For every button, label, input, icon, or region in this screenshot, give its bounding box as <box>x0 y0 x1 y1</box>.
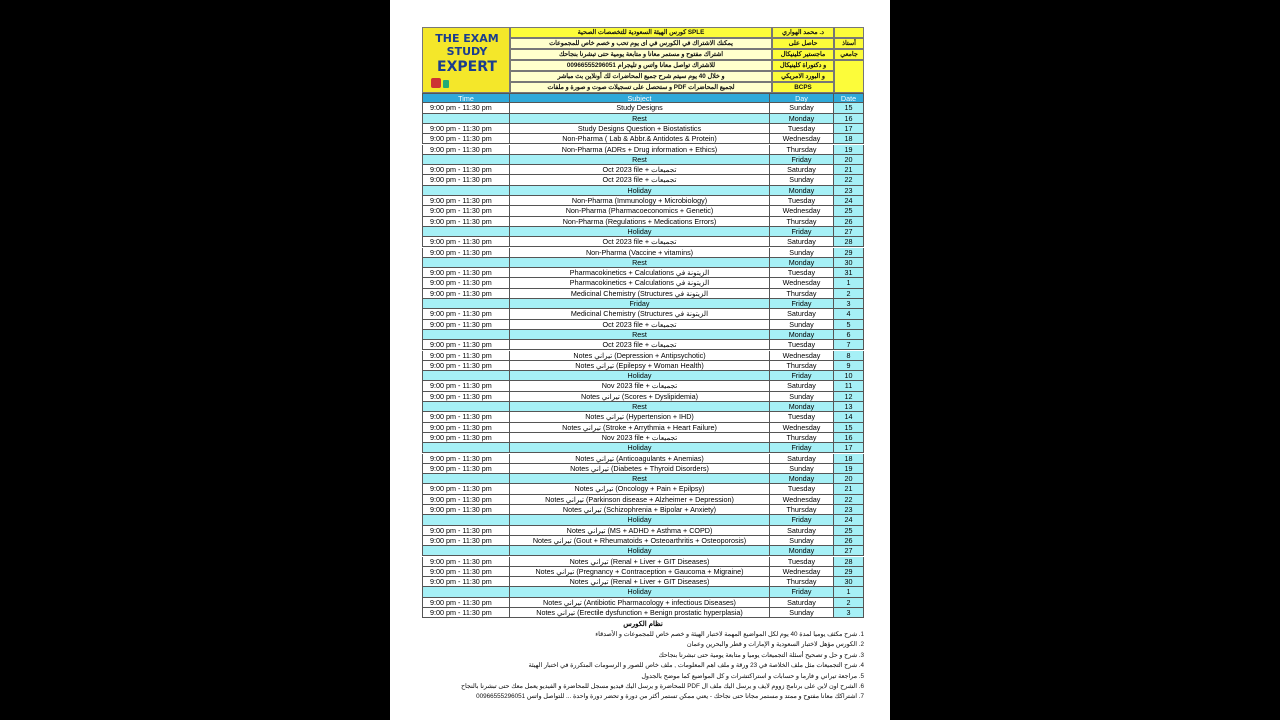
note-line: 7. اشتراكك معانا مفتوح و ممتد و مستمر مجانا حتى نجاحك - يعني ممكن تستمر أكثر من دورة و تحضر دورة واحدة ... للتواصل واتس 00966555296051 <box>476 693 864 701</box>
day-cell: Thursday <box>770 505 834 515</box>
day-cell: Friday <box>770 227 834 237</box>
time-cell: 9:00 pm - 11:30 pm <box>422 124 510 134</box>
course-title: كورس الهيئة السعودية للتخصصات الصحية SPLE <box>510 27 772 38</box>
date-cell: 25 <box>834 526 864 536</box>
date-cell: 26 <box>834 217 864 227</box>
subject-cell: Notes تيراني (Renal + Liver + GIT Diseases) <box>510 577 770 587</box>
day-cell: Wednesday <box>770 278 834 288</box>
subject-cell: Non-Pharma ( Lab & Abbr.& Antidotes & Protein) <box>510 134 770 144</box>
day-cell: Friday <box>770 515 834 525</box>
time-cell <box>422 371 510 381</box>
time-cell <box>422 299 510 309</box>
date-cell: 26 <box>834 536 864 546</box>
day-cell: Wednesday <box>770 351 834 361</box>
subject-cell: Oct 2023 file + تجميعات <box>510 340 770 350</box>
note-line: 4. شرح التجميعات مثل ملف الخلاصة في 23 ورقة و ملف اهم المعلومات , ملف خاص للصور و الرسومات المتكررة في اختبار الهيئة <box>528 662 864 670</box>
table-row <box>422 289 864 299</box>
subject-cell: Non-Pharma (Regulations + Medications Errors) <box>510 217 770 227</box>
day-cell: Saturday <box>770 237 834 247</box>
date-cell: 1 <box>834 587 864 597</box>
day-cell: Thursday <box>770 217 834 227</box>
schedule-document <box>390 0 890 720</box>
instructor-role-1: أستاذ <box>834 38 864 49</box>
subject-cell: Notes تيراني (Schizophrenia + Bipolar + Anxiety) <box>510 505 770 515</box>
time-cell: 9:00 pm - 11:30 pm <box>422 381 510 391</box>
date-cell: 15 <box>834 103 864 113</box>
subject-cell: Oct 2023 file + تجميعات <box>510 165 770 175</box>
day-cell: Wednesday <box>770 495 834 505</box>
date-cell: 31 <box>834 268 864 278</box>
table-row <box>422 134 864 144</box>
subject-cell: Rest <box>510 402 770 412</box>
subject-cell: Notes تيراني (Diabetes + Thyroid Disorders) <box>510 464 770 474</box>
instructor-name: د. محمد الهواري <box>772 27 834 38</box>
day-cell: Saturday <box>770 165 834 175</box>
table-row <box>422 278 864 288</box>
subject-cell: Notes تيراني (Erectile dysfunction + Benign prostatic hyperplasia) <box>510 608 770 618</box>
table-row <box>422 423 864 433</box>
table-row <box>422 351 864 361</box>
date-cell: 27 <box>834 546 864 556</box>
table-row <box>422 340 864 350</box>
time-cell: 9:00 pm - 11:30 pm <box>422 484 510 494</box>
table-row <box>422 114 864 124</box>
day-cell: Saturday <box>770 381 834 391</box>
time-cell: 9:00 pm - 11:30 pm <box>422 598 510 608</box>
subject-cell: Medicinal Chemistry (Structures الزيتونة في <box>510 309 770 319</box>
table-row <box>422 268 864 278</box>
table-row <box>422 536 864 546</box>
time-cell: 9:00 pm - 11:30 pm <box>422 165 510 175</box>
time-cell <box>422 515 510 525</box>
logo-line-3: EXPERT <box>437 59 497 75</box>
time-cell: 9:00 pm - 11:30 pm <box>422 237 510 247</box>
course-system-notes <box>422 620 864 703</box>
day-cell: Sunday <box>770 320 834 330</box>
day-cell: Friday <box>770 371 834 381</box>
day-cell: Tuesday <box>770 412 834 422</box>
table-row <box>422 165 864 175</box>
day-cell: Sunday <box>770 608 834 618</box>
time-cell <box>422 186 510 196</box>
table-row <box>422 557 864 567</box>
time-cell: 9:00 pm - 11:30 pm <box>422 206 510 216</box>
time-cell: 9:00 pm - 11:30 pm <box>422 557 510 567</box>
table-row <box>422 412 864 422</box>
logo-line-2: STUDY <box>446 45 488 58</box>
subject-cell: Rest <box>510 330 770 340</box>
table-row <box>422 186 864 196</box>
day-cell: Thursday <box>770 577 834 587</box>
date-cell: 30 <box>834 577 864 587</box>
time-cell: 9:00 pm - 11:30 pm <box>422 289 510 299</box>
table-row <box>422 454 864 464</box>
time-cell <box>422 155 510 165</box>
subject-cell: Holiday <box>510 371 770 381</box>
day-cell: Wednesday <box>770 134 834 144</box>
day-cell: Tuesday <box>770 484 834 494</box>
date-cell: 17 <box>834 124 864 134</box>
day-cell: Friday <box>770 155 834 165</box>
date-cell: 21 <box>834 165 864 175</box>
time-cell <box>422 330 510 340</box>
info-line-2: اشتراك مفتوح و مستمر معانا و متابعة يومية حتى تبشرنا بنجاحك <box>510 49 772 60</box>
table-header-row <box>422 93 864 103</box>
day-cell: Sunday <box>770 175 834 185</box>
subject-cell: Notes تيراني (Renal + Liver + GIT Diseases) <box>510 557 770 567</box>
date-cell: 8 <box>834 351 864 361</box>
time-cell: 9:00 pm - 11:30 pm <box>422 505 510 515</box>
day-cell: Sunday <box>770 464 834 474</box>
table-row <box>422 567 864 577</box>
subject-cell: Holiday <box>510 515 770 525</box>
date-cell: 20 <box>834 474 864 484</box>
day-cell: Thursday <box>770 289 834 299</box>
time-cell <box>422 402 510 412</box>
table-row <box>422 330 864 340</box>
date-cell: 1 <box>834 278 864 288</box>
table-row <box>422 309 864 319</box>
date-cell: 23 <box>834 186 864 196</box>
time-cell: 9:00 pm - 11:30 pm <box>422 361 510 371</box>
subject-cell: Non-Pharma (ADRs + Drug information + Ethics) <box>510 145 770 155</box>
day-cell: Tuesday <box>770 557 834 567</box>
header-filler-cell <box>834 60 864 93</box>
day-cell: Tuesday <box>770 124 834 134</box>
day-cell: Tuesday <box>770 196 834 206</box>
subject-cell: Notes تيراني (Hypertension + IHD) <box>510 412 770 422</box>
subject-cell: Holiday <box>510 546 770 556</box>
time-cell <box>422 546 510 556</box>
day-cell: Friday <box>770 443 834 453</box>
subject-cell: Notes تيراني (Antibiotic Pharmacology + infectious Diseases) <box>510 598 770 608</box>
time-cell: 9:00 pm - 11:30 pm <box>422 454 510 464</box>
date-cell: 14 <box>834 412 864 422</box>
time-cell: 9:00 pm - 11:30 pm <box>422 268 510 278</box>
subject-cell: Medicinal Chemistry (Structures الزيتونة في <box>510 289 770 299</box>
subject-cell: Notes تيراني (Stroke + Arrythmia + Heart Failure) <box>510 423 770 433</box>
table-row <box>422 495 864 505</box>
subject-cell: Study Designs Question + Biostatistics <box>510 124 770 134</box>
time-cell <box>422 474 510 484</box>
exam-study-expert-logo <box>422 27 510 93</box>
date-cell: 2 <box>834 598 864 608</box>
table-row <box>422 175 864 185</box>
day-cell: Monday <box>770 114 834 124</box>
date-cell: 5 <box>834 320 864 330</box>
table-row <box>422 371 864 381</box>
subject-cell: Oct 2023 file + تجميعات <box>510 237 770 247</box>
time-cell: 9:00 pm - 11:30 pm <box>422 536 510 546</box>
subject-cell: Holiday <box>510 587 770 597</box>
date-cell: 15 <box>834 423 864 433</box>
header-empty-cell <box>834 27 864 38</box>
day-cell: Monday <box>770 330 834 340</box>
day-cell: Sunday <box>770 392 834 402</box>
date-cell: 17 <box>834 443 864 453</box>
time-cell: 9:00 pm - 11:30 pm <box>422 567 510 577</box>
subject-cell: Nov 2023 file + تجميعات <box>510 381 770 391</box>
time-cell: 9:00 pm - 11:30 pm <box>422 248 510 258</box>
subject-cell: Notes تيراني (Oncology + Pain + Epilpsy) <box>510 484 770 494</box>
date-cell: 29 <box>834 248 864 258</box>
time-cell: 9:00 pm - 11:30 pm <box>422 495 510 505</box>
date-cell: 22 <box>834 495 864 505</box>
table-row <box>422 145 864 155</box>
subject-cell: Notes تيراني (Anticoagulants + Anemias) <box>510 454 770 464</box>
table-row <box>422 598 864 608</box>
table-row <box>422 464 864 474</box>
time-cell: 9:00 pm - 11:30 pm <box>422 351 510 361</box>
date-cell: 21 <box>834 484 864 494</box>
day-cell: Friday <box>770 587 834 597</box>
day-cell: Saturday <box>770 454 834 464</box>
date-cell: 16 <box>834 114 864 124</box>
day-cell: Saturday <box>770 526 834 536</box>
subject-cell: Holiday <box>510 227 770 237</box>
note-line: 6. الشرح اون لاين على برنامج زووم لايف و يرسل اليك ملف ال PDF للمحاضرة و يرسل اليك فيديو مسجل للمحاضرة و الفيديو يعمل معك حتى تبشرنا بالنجاح <box>460 682 864 690</box>
time-cell: 9:00 pm - 11:30 pm <box>422 608 510 618</box>
time-cell: 9:00 pm - 11:30 pm <box>422 423 510 433</box>
info-line-5: و ستحصل على تسجيلات صوت و صورة و ملفات PDF لجميع المحاضرات <box>510 82 772 93</box>
subject-cell: Rest <box>510 258 770 268</box>
date-cell: 27 <box>834 227 864 237</box>
table-row <box>422 587 864 597</box>
date-cell: 22 <box>834 175 864 185</box>
table-row <box>422 206 864 216</box>
day-cell: Monday <box>770 546 834 556</box>
subject-cell: Rest <box>510 114 770 124</box>
time-cell <box>422 114 510 124</box>
date-cell: 3 <box>834 299 864 309</box>
table-row <box>422 484 864 494</box>
note-line: 3. شرح و حل و تصحيح أسئلة التجميعات يوميا و متابعة يومية حتى تبشرنا بنجاحك <box>658 651 864 659</box>
subject-cell: Pharmacokinetics + Calculations الزيتونة في <box>510 268 770 278</box>
subject-cell: Notes تيراني (Pregnancy + Contraception + Gaucoma + Migraine) <box>510 567 770 577</box>
note-line: 1. شرح مكثف يوميا لمدة 40 يوم لكل المواضيع المهمة لاختبار الهيئة و خصم خاص للمجموعات و الأصدقاء <box>595 631 864 638</box>
table-row <box>422 258 864 268</box>
day-cell: Sunday <box>770 103 834 113</box>
subject-cell: Notes تيراني (Epilepsy + Woman Health) <box>510 361 770 371</box>
date-cell: 20 <box>834 155 864 165</box>
notes-title: نظام الكورس <box>623 621 663 628</box>
day-cell: Wednesday <box>770 206 834 216</box>
time-cell: 9:00 pm - 11:30 pm <box>422 577 510 587</box>
subject-cell: Non-Pharma (Pharmacoeconomics + Genetic) <box>510 206 770 216</box>
date-cell: 11 <box>834 381 864 391</box>
time-cell <box>422 587 510 597</box>
date-cell: 10 <box>834 371 864 381</box>
credential-4: و البورد الامريكي <box>772 71 834 82</box>
day-cell: Friday <box>770 299 834 309</box>
day-cell: Wednesday <box>770 567 834 577</box>
day-header: Day <box>770 93 834 103</box>
table-row <box>422 433 864 443</box>
time-cell: 9:00 pm - 11:30 pm <box>422 278 510 288</box>
table-row <box>422 577 864 587</box>
time-cell <box>422 443 510 453</box>
subject-cell: Notes تيراني (MS + ADHD + Asthma + COPD) <box>510 526 770 536</box>
subject-cell: Notes تيراني (Parkinson disease + Alzheimer + Depression) <box>510 495 770 505</box>
date-cell: 13 <box>834 402 864 412</box>
day-cell: Thursday <box>770 433 834 443</box>
time-cell <box>422 227 510 237</box>
date-cell: 23 <box>834 505 864 515</box>
date-cell: 19 <box>834 145 864 155</box>
time-cell: 9:00 pm - 11:30 pm <box>422 145 510 155</box>
time-header: Time <box>422 93 510 103</box>
time-cell: 9:00 pm - 11:30 pm <box>422 464 510 474</box>
day-cell: Tuesday <box>770 268 834 278</box>
time-cell: 9:00 pm - 11:30 pm <box>422 175 510 185</box>
time-cell: 9:00 pm - 11:30 pm <box>422 526 510 536</box>
date-cell: 30 <box>834 258 864 268</box>
day-cell: Monday <box>770 186 834 196</box>
time-cell: 9:00 pm - 11:30 pm <box>422 433 510 443</box>
date-cell: 29 <box>834 567 864 577</box>
info-line-4: و خلال 40 يوم سيتم شرح جميع المحاضرات لك أونلاين بث مباشر <box>510 71 772 82</box>
table-row <box>422 227 864 237</box>
time-cell: 9:00 pm - 11:30 pm <box>422 340 510 350</box>
table-row <box>422 474 864 484</box>
subject-cell: Non-Pharma (Immunology + Microbiology) <box>510 196 770 206</box>
subject-cell: Nov 2023 file + تجميعات <box>510 433 770 443</box>
day-cell: Saturday <box>770 309 834 319</box>
subject-cell: Notes تيراني (Gout + Rheumatoids + Osteoarthritis + Osteoporosis) <box>510 536 770 546</box>
info-line-1: يمكنك الاشتراك في الكورس في اى يوم تحب و خصم خاص للمجموعات <box>510 38 772 49</box>
table-row <box>422 196 864 206</box>
date-cell: 4 <box>834 309 864 319</box>
time-cell: 9:00 pm - 11:30 pm <box>422 320 510 330</box>
subject-cell: Holiday <box>510 443 770 453</box>
day-cell: Saturday <box>770 598 834 608</box>
table-row <box>422 299 864 309</box>
books-icon <box>431 78 441 88</box>
book-icon <box>443 80 449 88</box>
date-cell: 7 <box>834 340 864 350</box>
table-row <box>422 608 864 618</box>
date-cell: 9 <box>834 361 864 371</box>
subject-cell: Pharmacokinetics + Calculations الزيتونة في <box>510 278 770 288</box>
table-row <box>422 515 864 525</box>
time-cell: 9:00 pm - 11:30 pm <box>422 217 510 227</box>
day-cell: Tuesday <box>770 340 834 350</box>
date-cell: 3 <box>834 608 864 618</box>
table-row <box>422 443 864 453</box>
date-cell: 28 <box>834 237 864 247</box>
table-row <box>422 505 864 515</box>
day-cell: Monday <box>770 402 834 412</box>
subject-cell: Holiday <box>510 186 770 196</box>
credential-2: ماجستير كلينيكال <box>772 49 834 60</box>
table-row <box>422 402 864 412</box>
time-cell: 9:00 pm - 11:30 pm <box>422 309 510 319</box>
subject-cell: Friday <box>510 299 770 309</box>
subject-cell: Oct 2023 file + تجميعات <box>510 175 770 185</box>
note-line: 5. مراجعة تيراني و فارما و حسابات و استراكتشرات و كل المواضيع كما موضح بالجدول <box>641 672 864 680</box>
credential-1: حاصل على <box>772 38 834 49</box>
table-row <box>422 526 864 536</box>
notes-list <box>422 630 864 703</box>
subject-cell: Oct 2023 file + تجميعات <box>510 320 770 330</box>
subject-header: Subject <box>510 93 770 103</box>
credential-5: BCPS <box>772 82 834 93</box>
table-row <box>422 361 864 371</box>
table-row <box>422 155 864 165</box>
date-cell: 24 <box>834 196 864 206</box>
time-cell <box>422 258 510 268</box>
subject-cell: Study Designs <box>510 103 770 113</box>
date-cell: 2 <box>834 289 864 299</box>
day-cell: Sunday <box>770 536 834 546</box>
date-cell: 28 <box>834 557 864 567</box>
time-cell: 9:00 pm - 11:30 pm <box>422 392 510 402</box>
day-cell: Monday <box>770 474 834 484</box>
day-cell: Thursday <box>770 361 834 371</box>
table-row <box>422 381 864 391</box>
time-cell: 9:00 pm - 11:30 pm <box>422 412 510 422</box>
table-row <box>422 217 864 227</box>
day-cell: Wednesday <box>770 423 834 433</box>
day-cell: Thursday <box>770 145 834 155</box>
date-cell: 24 <box>834 515 864 525</box>
time-cell: 9:00 pm - 11:30 pm <box>422 196 510 206</box>
day-cell: Monday <box>770 258 834 268</box>
note-line: 2. الكورس مؤهل لاختبار السعودية و الإمارات و قطر والبحرين وعمان <box>686 641 864 649</box>
date-cell: 25 <box>834 206 864 216</box>
table-row <box>422 124 864 134</box>
date-cell: 6 <box>834 330 864 340</box>
time-cell: 9:00 pm - 11:30 pm <box>422 134 510 144</box>
subject-cell: Rest <box>510 474 770 484</box>
logo-line-1: THE EXAM <box>435 32 499 45</box>
date-cell: 16 <box>834 433 864 443</box>
date-header: Date <box>834 93 864 103</box>
subject-cell: Non-Pharma (Vaccine + vitamins) <box>510 248 770 258</box>
table-row <box>422 392 864 402</box>
table-row <box>422 248 864 258</box>
table-row <box>422 103 864 113</box>
instructor-role-2: جامعي <box>834 49 864 60</box>
date-cell: 19 <box>834 464 864 474</box>
date-cell: 18 <box>834 134 864 144</box>
subject-cell: Rest <box>510 155 770 165</box>
info-line-3: للاشتراك تواصل معانا واتس و تليجرام 00966555296051 <box>510 60 772 71</box>
date-cell: 18 <box>834 454 864 464</box>
table-row <box>422 320 864 330</box>
subject-cell: Notes تيراني (Depression + Antipsychotic) <box>510 351 770 361</box>
table-row <box>422 237 864 247</box>
course-header <box>422 27 864 93</box>
table-row <box>422 546 864 556</box>
subject-cell: Notes تيراني (Scores + Dyslipidemia) <box>510 392 770 402</box>
credential-3: و دكتوراة كلينيكال <box>772 60 834 71</box>
time-cell: 9:00 pm - 11:30 pm <box>422 103 510 113</box>
day-cell: Sunday <box>770 248 834 258</box>
date-cell: 12 <box>834 392 864 402</box>
